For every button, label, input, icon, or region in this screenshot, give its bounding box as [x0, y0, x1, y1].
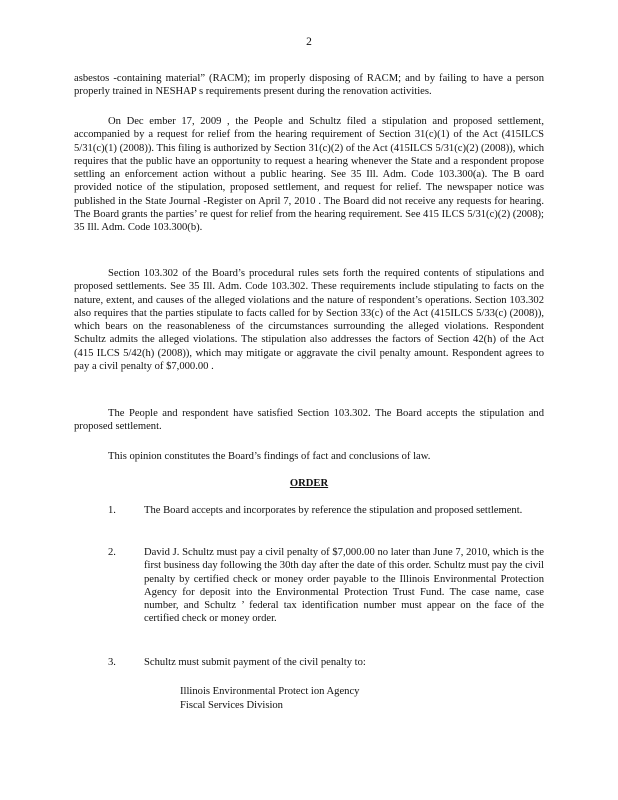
- paragraph-satisfied: The People and respondent have satisfied Section 103.302. The Board accepts the stipulation and proposed settlement.: [74, 408, 544, 433]
- address-line-division: Fiscal Services Division: [180, 700, 283, 711]
- paragraph-section-103-302: Section 103.302 of the Board’s procedural rules sets forth the required contents of stipulations and proposed settlements. See 35 Ill. Adm. Code 103.302. These requirements include stipulating to facts on the nature, extent, and causes of the alleged violations and the nature of respondent’s operations. Section 103.302 also requires that the parties stipulate to facts called for by Section 33(c) of the Act (415ILCS 5/33(c) (2008)), which bears on the reasonableness of the circumstances surrounding the alleged violations. Respondent Schultz admits the alleged violations. The stipulation also addresses the factors of Section 42(h) of the Act (415 ILCS 5/42(h) (2008)), which may mitigate or aggravate the civil penalty amount. Respondent agrees to pay a civil penalty of $7,000.00 .: [74, 268, 544, 373]
- order-item-text: The Board accepts and incorporates by reference the stipulation and proposed settlement.: [144, 505, 523, 516]
- paragraph-findings: This opinion constitutes the Board’s findings of fact and conclusions of law.: [108, 451, 431, 462]
- order-item-2: [108, 546, 544, 626]
- order-item-number: 1.: [108, 505, 116, 516]
- page-number: 2: [306, 36, 312, 48]
- order-item-3: [108, 656, 544, 669]
- paragraph-violations-continued: asbestos -containing material” (RACM); im properly disposing of RACM; and by failing to have a person properly trained in NESHAP s requirements present during the renovation activities.: [74, 73, 544, 98]
- order-item-number: 3.: [108, 657, 116, 668]
- order-heading-text: ORDER: [289, 478, 329, 489]
- paragraph-stipulation-filing: On Dec ember 17, 2009 , the People and Schultz filed a stipulation and proposed settlement, accompanied by a request for relief from the hearing requirement of Section 31(c)(1) of the Act (415ILCS 5/31(c)(1) (2008)). This filing is authorized by Section 31(c)(2) of the Act (415ILCS 5/31(c)(2) (2008)), which requires that the public have an opportunity to request a hearing whenever the State and a respondent propose settling an enforcement action without a public hearing. See 35 Ill. Adm. Code 103.300(a). The B oard provided notice of the stipulation, proposed settlement, and request for relief. The newspaper notice was published in the State Journal -Register on April 7, 2010 . The Board did not receive any requests for hearing. The Board grants the parties’ re quest for relief from the hearing requirement. See 415 ILCS 5/31(c)(2) (2008); 35 Ill. Adm. Code 103.300(b).: [74, 116, 544, 234]
- order-item-text: Schultz must submit payment of the civil penalty to:: [144, 657, 366, 668]
- order-item-text: David J. Schultz must pay a civil penalty of $7,000.00 no later than June 7, 2010, which is the first business day following the 30th day after the date of this order. Schultz must pay the civil penalty by certified check or money order payable to the Illinois Environmental Protection Agency for deposit into the Environmental Protection Trust Fund. The case name, case number, and Schultz ’ federal tax identification number must appear on the face of the certified check or money order.: [144, 547, 544, 625]
- order-heading: [0, 478, 618, 489]
- order-item-number: 2.: [108, 547, 116, 558]
- address-line-agency: Illinois Environmental Protect ion Agency: [180, 686, 360, 697]
- order-item-1: [108, 504, 544, 517]
